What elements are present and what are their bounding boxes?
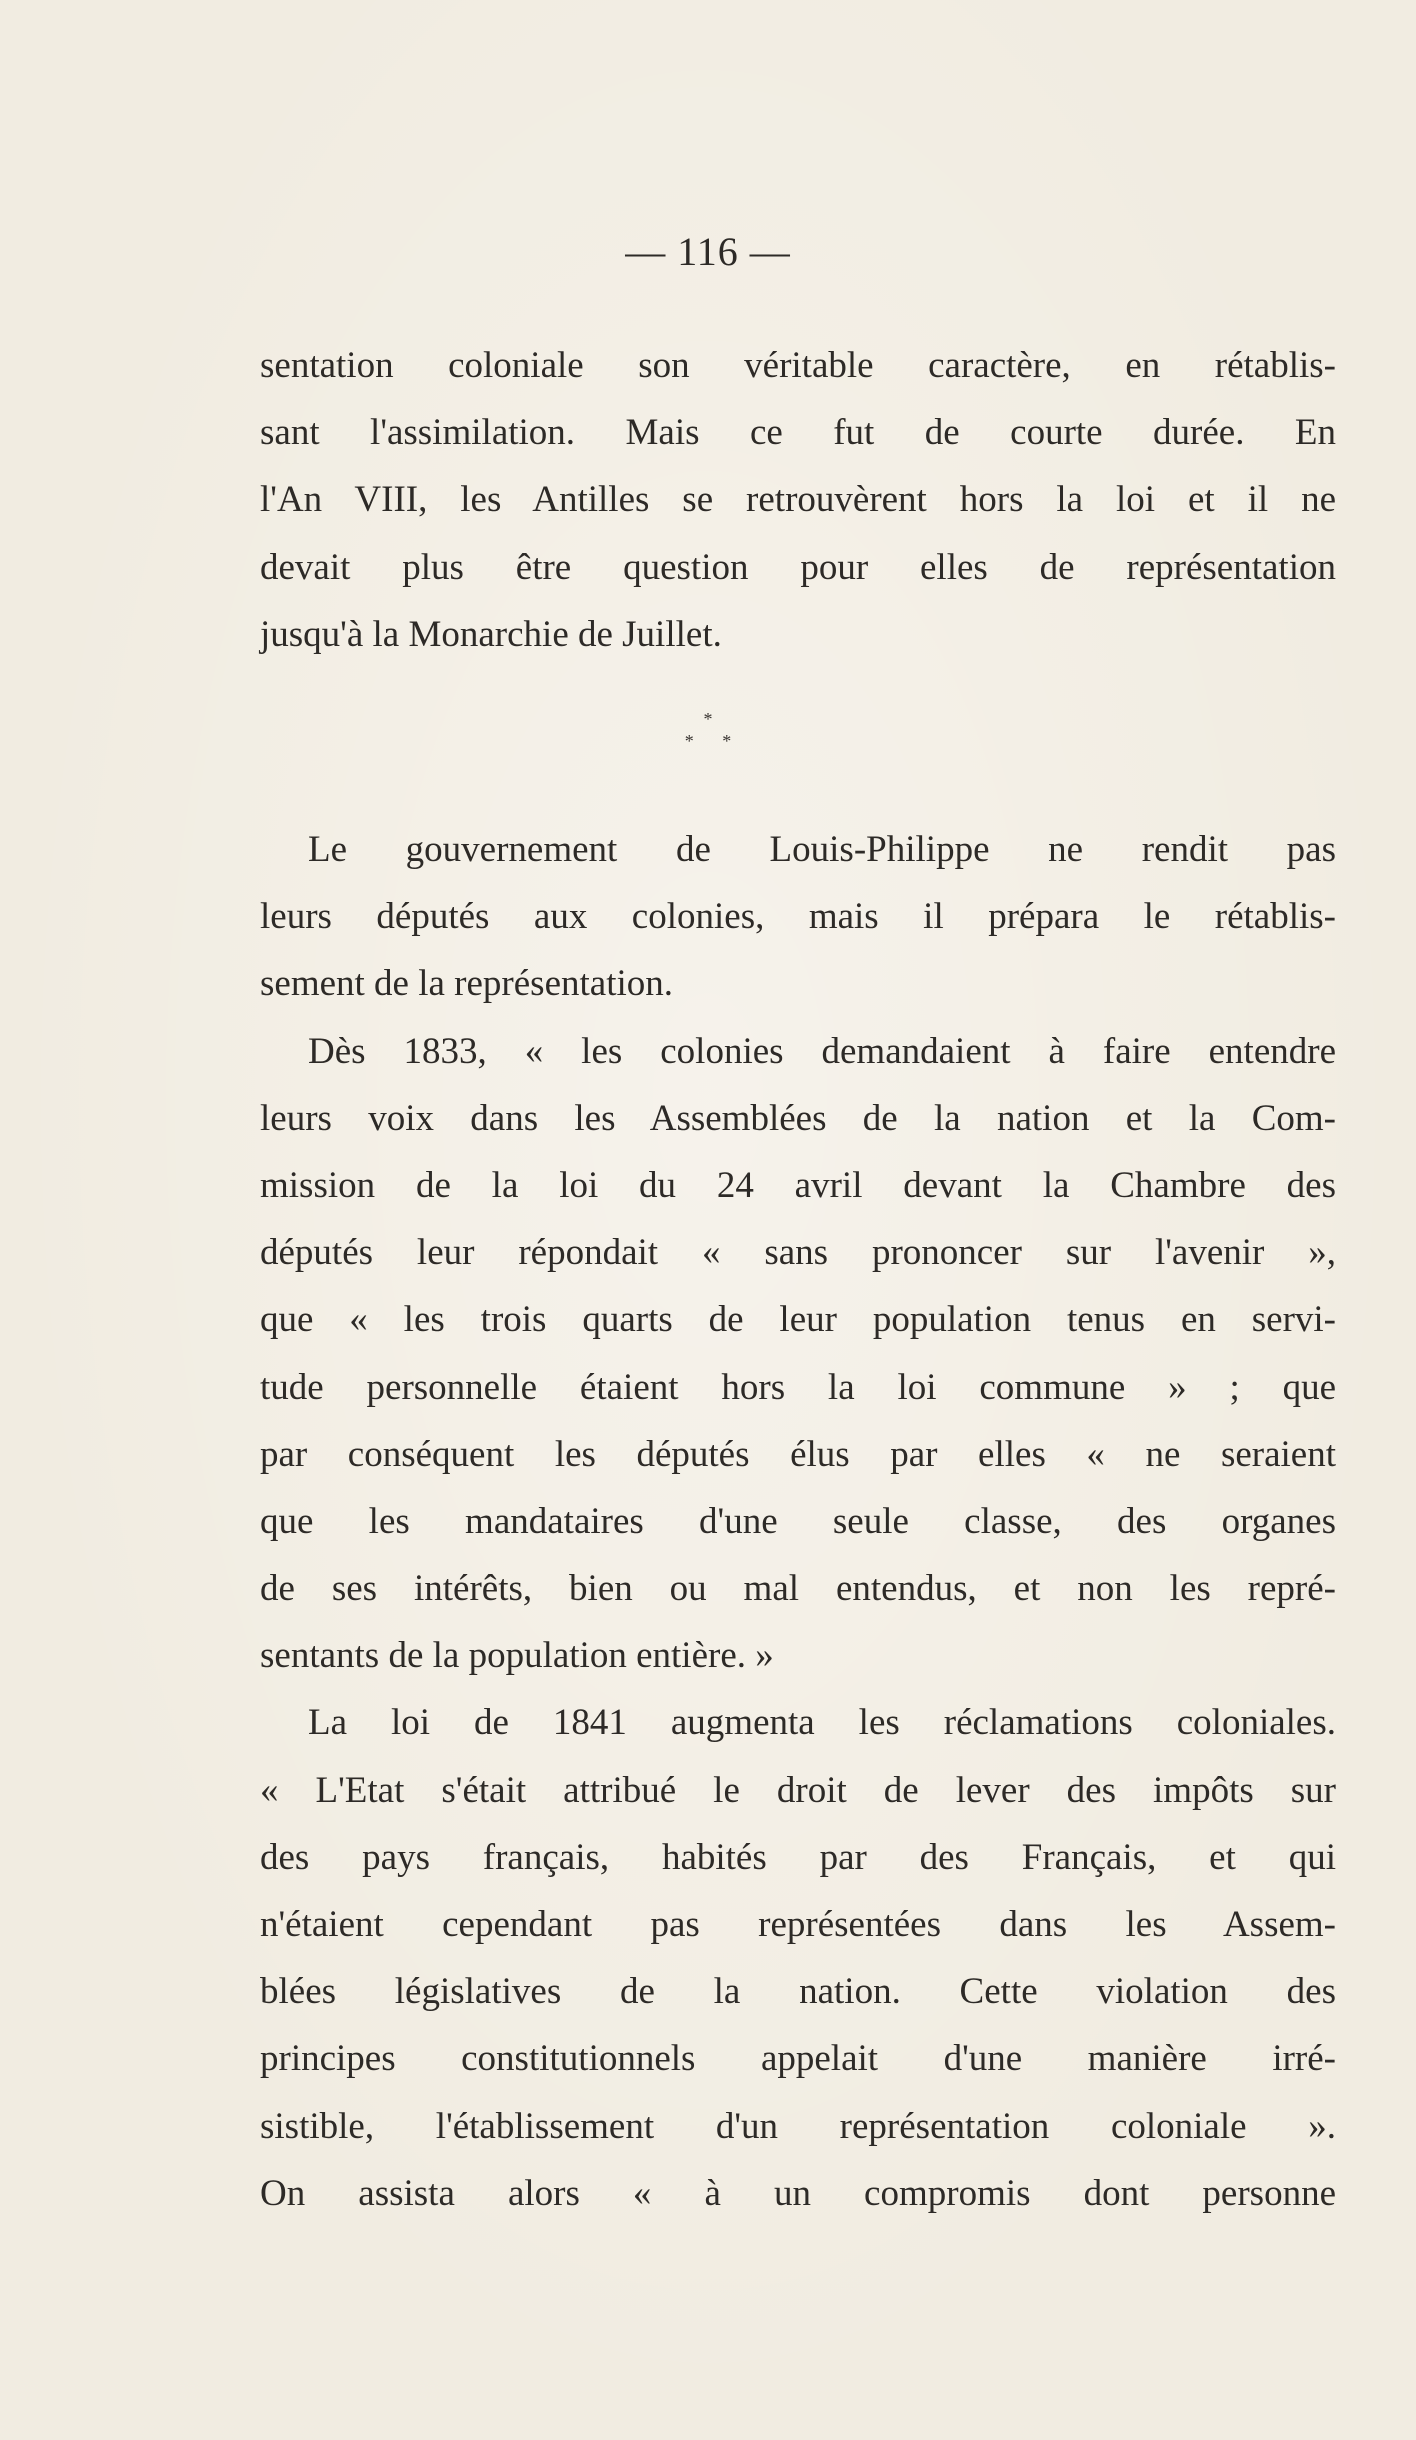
text-line: On assista alors « à un compromis dont personne [260,2172,1336,2214]
text-line: que « les trois quarts de leur population tenus en servi- [260,1299,1336,1341]
asterism-top: * [703,709,713,729]
text-line: députés leur répondait « sans prononcer sur l'avenir », [260,1232,1336,1274]
asterism-bottom: * * [684,731,744,751]
text-line: tude personnelle étaient hors la loi commune » ; que [260,1366,1336,1408]
text-line: des pays français, habités par des Français, et qui [260,1836,1336,1878]
text-line: Le gouvernement de Louis-Philippe ne rendit pas [308,829,1336,870]
page-number-header: — 116 — [625,229,791,274]
text-line: mission de la loi du 24 avril devant la Chambre des [260,1164,1336,1206]
text-line: sant l'assimilation. Mais ce fut de courte durée. En [260,412,1336,454]
text-line: jusqu'à la Monarchie de Juillet. [260,613,722,655]
text-line: sentants de la population entière. » [260,1635,774,1677]
text-line: Dès 1833, « les colonies demandaient à faire entendre [308,1030,1336,1072]
text-line: de ses intérêts, bien ou mal entendus, et non les repré- [260,1568,1336,1610]
text-line: sistible, l'établissement d'un représentation coloniale ». [260,2105,1336,2147]
text-line: n'étaient cependant pas représentées dans les Assem- [260,1904,1336,1945]
text-line: sentation coloniale son véritable caractère, en rétablis- [260,345,1336,386]
text-line: principes constitutionnels appelait d'une manière irré- [260,2038,1336,2080]
section-separator-asterism [0,708,1416,752]
text-line: « L'Etat s'était attribué le droit de lever des impôts sur [260,1769,1336,1811]
text-line: par conséquent les députés élus par elles « ne seraient [260,1433,1336,1475]
text-line: leurs députés aux colonies, mais il prépara le rétablis- [260,896,1336,938]
text-line: l'An VIII, les Antilles se retrouvèrent hors la loi et il ne [260,479,1336,521]
text-line: blées législatives de la nation. Cette violation des [260,1971,1336,2013]
text-line: La loi de 1841 augmenta les réclamations coloniales. [308,1702,1336,1744]
text-line: devait plus être question pour elles de représentation [260,546,1336,588]
text-line: leurs voix dans les Assemblées de la nation et la Com- [260,1097,1336,1139]
paragraph-continuation [260,332,1336,668]
text-line: sement de la représentation. [260,963,673,1005]
text-line: que les mandataires d'une seule classe, des organes [260,1500,1336,1542]
main-text-block [260,816,1336,2227]
